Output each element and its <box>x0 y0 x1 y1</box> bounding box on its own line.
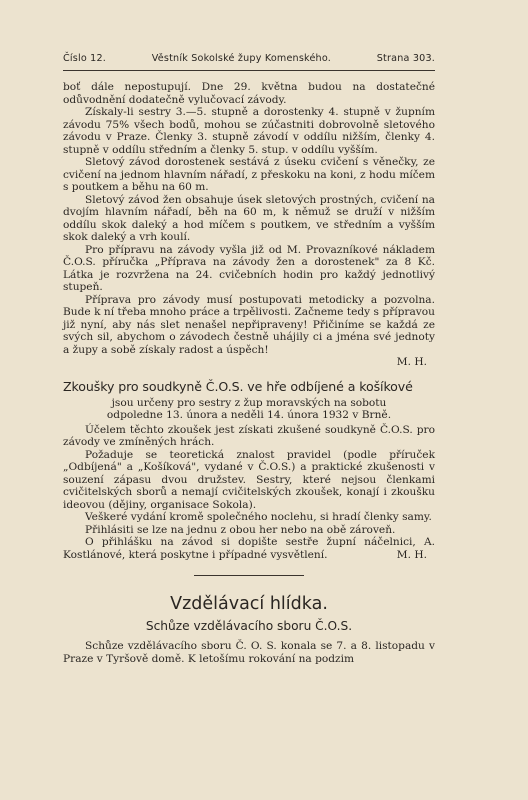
paragraph: Veškeré vydání kromě společného noclehu, si hradí členky samy. <box>85 511 432 523</box>
paragraph: Získaly-li sestry 3.—5. stupně a dorostenky 4. stupně v župním závodu 75% všech bodů, mohou se zúčastniti dobrovolně sletového závodu v Praze. Členky 3. stupně závodí v oddílu nižším, členky 4. stupně v oddílu středním a členky 5. stup. v oddílu vyšším. <box>63 106 435 156</box>
section-subheading: Schůze vzdělávacího sboru Č.O.S. <box>145 619 353 633</box>
paragraph: boť dále nepostupují. Dne 29. května budou na dostatečné odůvodnění dodatečně vylučovací závody. <box>63 81 435 106</box>
paragraph: O přihlášku na závod si dopište sestře župní náčelnici, A. Kostlánové, která poskytne i případné vysvětlení. <box>63 536 435 561</box>
paragraph: Sletový závod dorostenek sestává z úseku cvičení s věnečky, ze cvičení na jednom hlavním nářadí, z přeskoku na koni, z hodu míčem s poutkem a běhu na 60 m. <box>63 156 435 193</box>
running-header <box>63 53 435 64</box>
section-divider <box>194 575 304 576</box>
section-competition <box>63 81 435 369</box>
section-subheading: jsou určeny pro sestry z žup moravských na sobotu odpoledne 13. února a neděli 14. února 1932 v Brně. <box>106 396 392 421</box>
section-heading: Zkoušky pro soudkyně Č.O.S. ve hře odbíjené a košíkové <box>63 378 413 394</box>
paragraph: Příprava pro závody musí postupovati metodicky a pozvolna. Bude k ní třeba mnoho práce a trpělivosti. Začneme tedy s přípravou již nyní, aby nás slet nenašel nepřipraveny! Přičiníme se každá ze svých sil, abychom o závodech čestně uhájily ci a jména své jednoty a župy a sobě získaly radost a úspěch! <box>63 293 435 356</box>
paragraph: Přihlásiti se lze na jednu z obou her nebo na obě zároveň. <box>85 523 396 536</box>
journal-title: Věstník Sokolské župy Komenského. <box>151 53 331 64</box>
section-heading: Vzdělávací hlídka. <box>170 594 328 614</box>
signature: M. H. <box>396 548 427 561</box>
section-education <box>63 594 435 665</box>
paragraph: Schůze vzdělávacího sboru Č. O. S. konala se 7. a 8. listopadu v Praze v Tyršově domě. K letošímu rokování na podzim <box>63 640 435 665</box>
header-rule <box>63 70 435 71</box>
paragraph: Sletový závod žen obsahuje úsek sletových prostných, cvičení na dvojím hlavním nářadí, běh na 60 m, k němuž se druží v nižším oddílu skok daleký a hod míčem s poutkem, ve středním a vyšším skok daleký a vrh koulí. <box>63 193 435 243</box>
paragraph: Pro přípravu na závody vyšla již od M. Provazníkové nákladem Č.O.S. příručka „Příprava na závody žen a dorostenek" za 8 Kč. Látka je rozvržena na 24. cvičebních hodin pro každý jednotlivý stupeň. <box>63 243 435 293</box>
paragraph: Účelem těchto zkoušek jest získati zkušené soudkyně Č.O.S. pro závody ve zmíněných hrách. <box>63 423 435 448</box>
issue-number: Číslo 12. <box>63 53 107 64</box>
paragraph: Požaduje se teoretická znalost pravidel (podle příruček „Odbíjená" a „Košíková", vydané v Č.O.S.) a praktické zkušenosti v souzení zápasu dvou družstev. Sestry, které nejsou členkami cvičitelských sborů a nemají cvičitelských zkoušek, konají i zkoušku ideovou (dějiny, organisace Sokola). <box>63 448 435 511</box>
closing-line <box>63 536 435 561</box>
page-number: Strana 303. <box>376 53 435 64</box>
section-referee-exams <box>63 379 435 562</box>
signature: M. H. <box>396 356 427 368</box>
